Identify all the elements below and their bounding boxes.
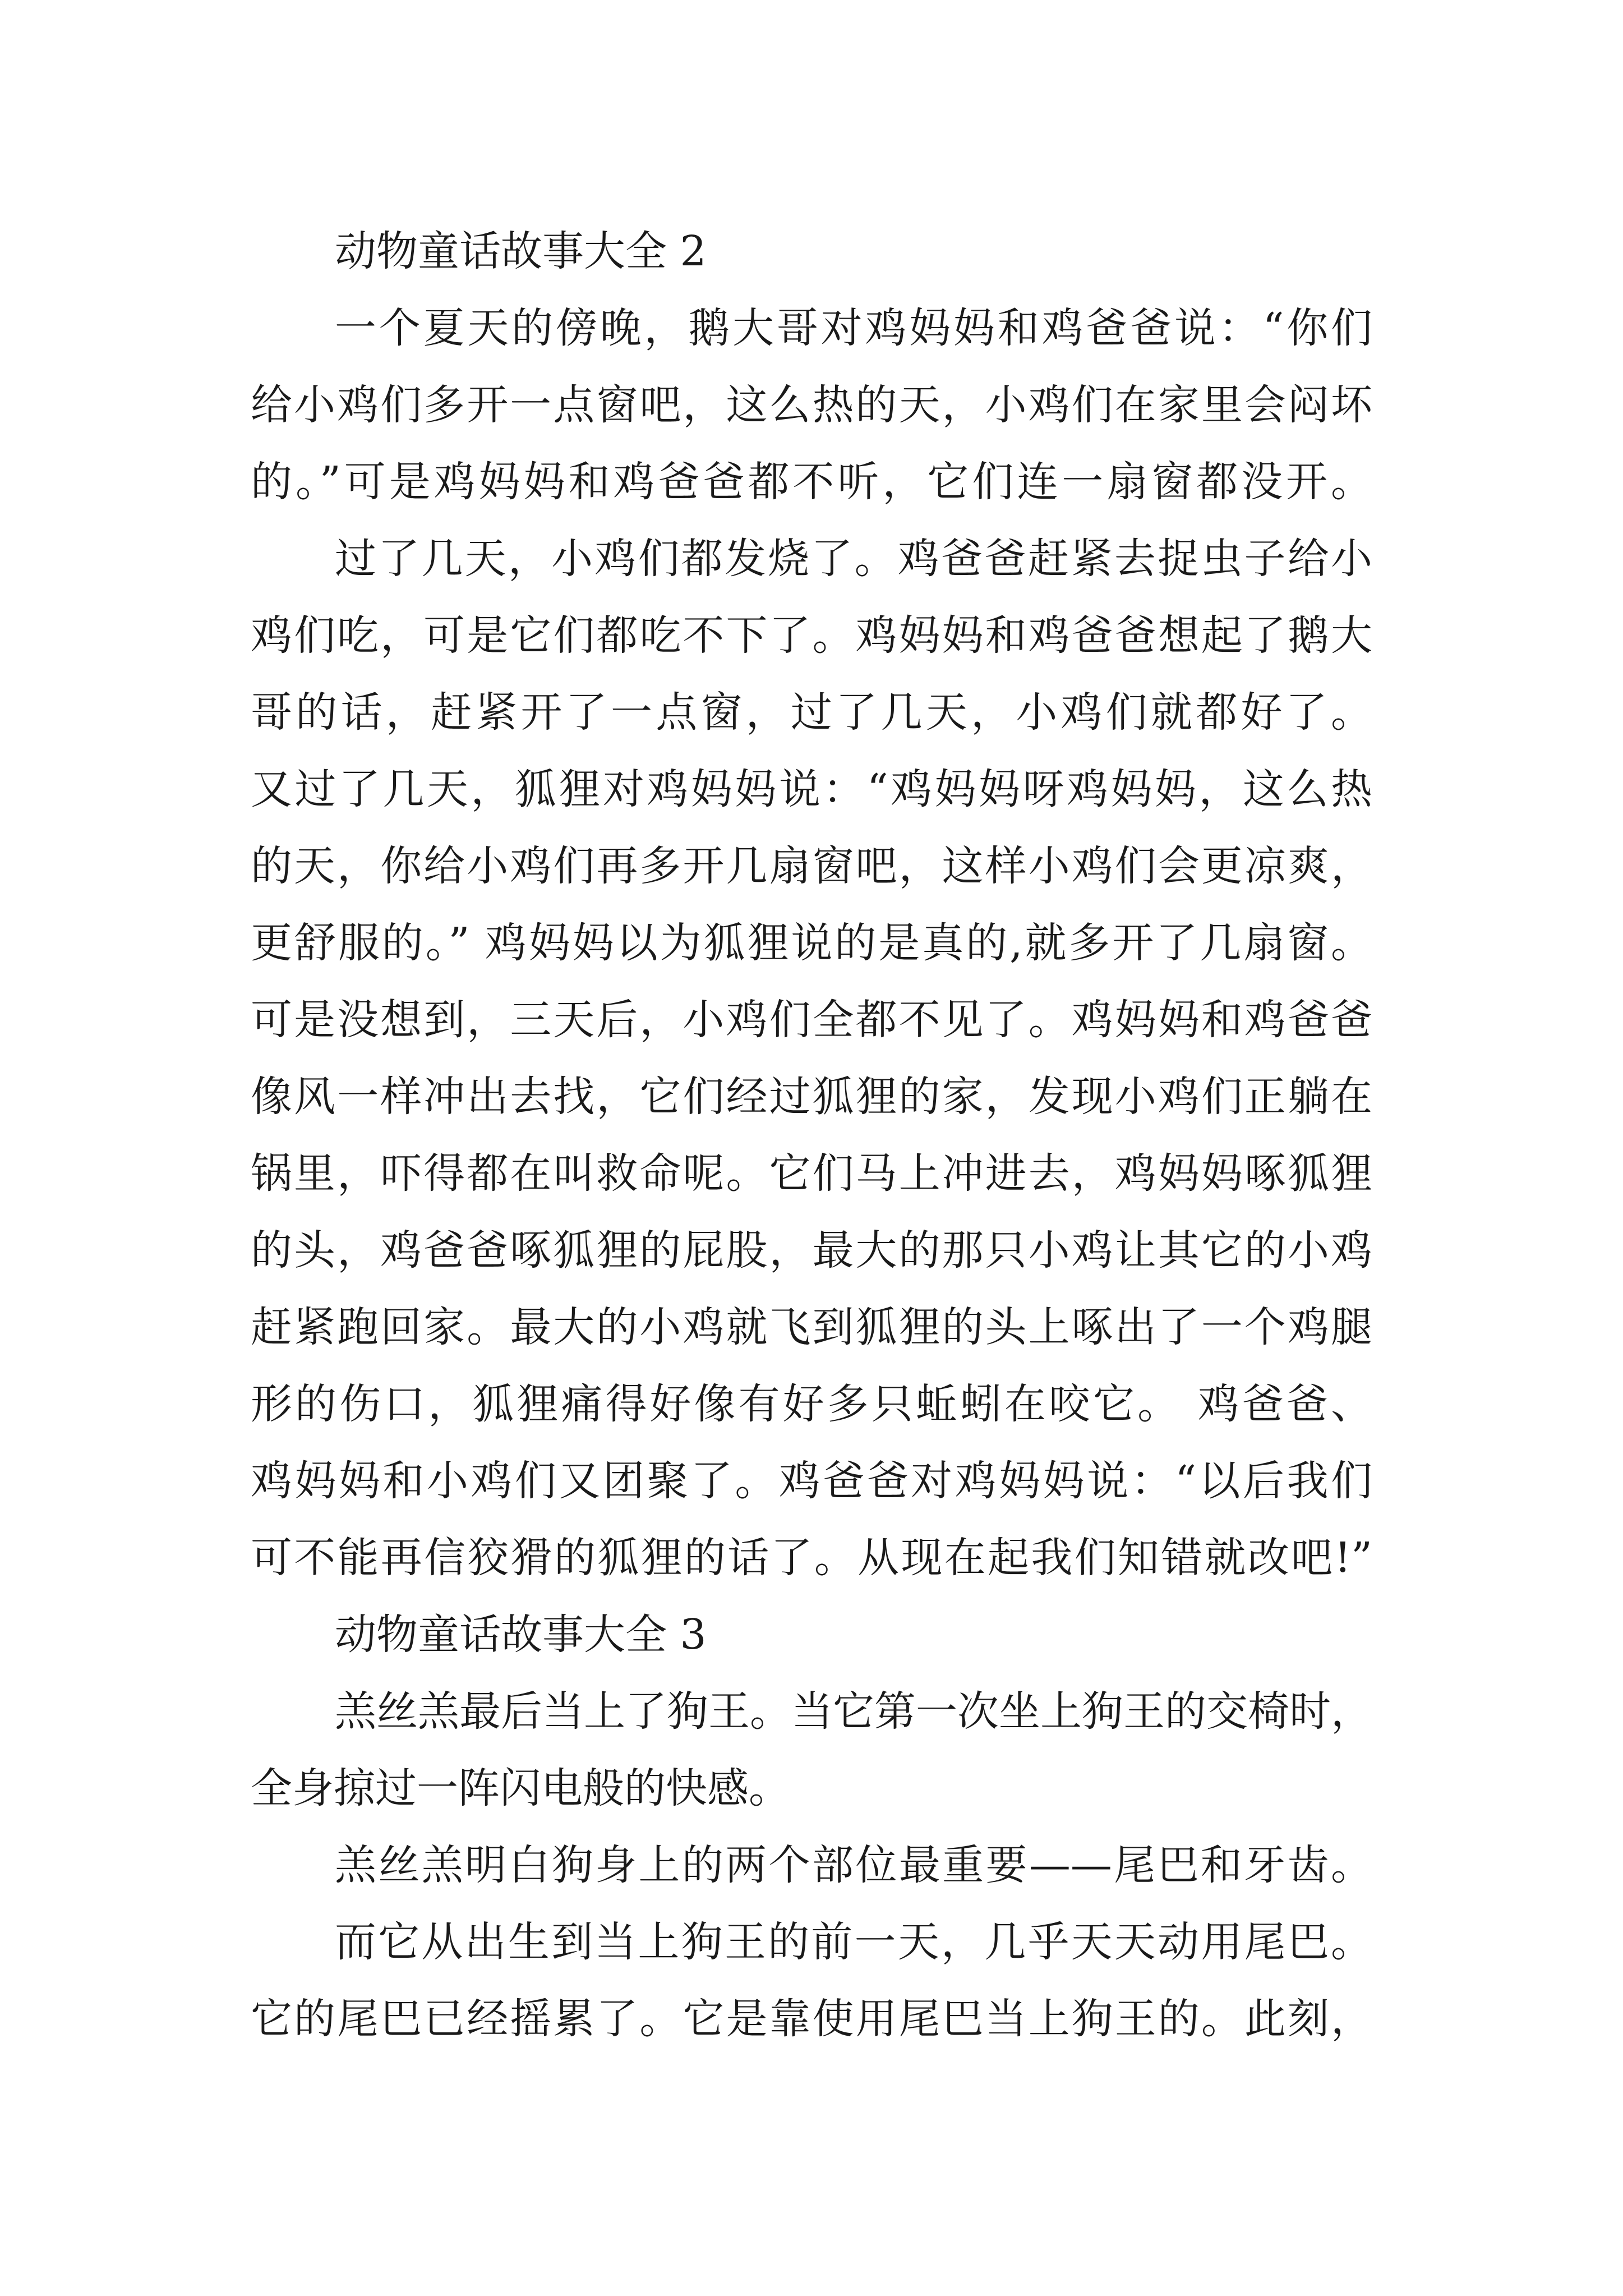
text-line: 的头，鸡爸爸啄狐狸的屁股，最大的那只小鸡让其它的小鸡	[251, 1226, 1372, 1274]
text-line: 更舒服的。” 鸡妈妈以为狐狸说的是真的,就多开了几扇窗。	[251, 919, 1372, 967]
section-heading: 动物童话故事大全 3	[335, 1611, 707, 1659]
text-line: 的。”可是鸡妈妈和鸡爸爸都不听，它们连一扇窗都没开。	[251, 458, 1372, 506]
text-line: 过了几天，小鸡们都发烧了。鸡爸爸赶紧去捉虫子给小	[335, 535, 1372, 583]
text-line: 羔丝羔最后当上了狗王。当它第一次坐上狗王的交椅时，	[335, 1687, 1372, 1736]
text-line: 锅里，吓得都在叫救命呢。它们马上冲进去，鸡妈妈啄狐狸	[251, 1149, 1372, 1198]
text-line: 哥的话，赶紧开了一点窗，过了几天，小鸡们就都好了。	[251, 688, 1372, 737]
section-heading: 动物童话故事大全 2	[335, 227, 707, 275]
text-line: 一个夏天的傍晚，鹅大哥对鸡妈妈和鸡爸爸说：“你们	[335, 304, 1372, 352]
text-line: 可不能再信狡猾的狐狸的话了。从现在起我们知错就改吧!”	[251, 1534, 1372, 1582]
text-line: 全身掠过一阵闪电般的快感。	[251, 1764, 790, 1812]
text-line: 赶紧跑回家。最大的小鸡就飞到狐狸的头上啄出了一个鸡腿	[251, 1303, 1372, 1351]
text-line: 给小鸡们多开一点窗吧，这么热的天，小鸡们在家里会闷坏	[251, 381, 1372, 429]
text-line: 形的伤口，狐狸痛得好像有好多只蚯蚓在咬它。 鸡爸爸、	[251, 1380, 1372, 1428]
document-body	[251, 213, 1372, 2058]
text-line: 羔丝羔明白狗身上的两个部位最重要——尾巴和牙齿。	[335, 1841, 1372, 1889]
text-line: 鸡们吃，可是它们都吃不下了。鸡妈妈和鸡爸爸想起了鹅大	[251, 611, 1372, 660]
text-line: 它的尾巴已经摇累了。它是靠使用尾巴当上狗王的。此刻，	[251, 1995, 1372, 2043]
text-line: 又过了几天，狐狸对鸡妈妈说：“鸡妈妈呀鸡妈妈，这么热	[251, 765, 1372, 813]
text-line: 鸡妈妈和小鸡们又团聚了。鸡爸爸对鸡妈妈说：“以后我们	[251, 1457, 1372, 1505]
text-line: 可是没想到，三天后，小鸡们全都不见了。鸡妈妈和鸡爸爸	[251, 996, 1372, 1044]
text-line: 的天，你给小鸡们再多开几扇窗吧，这样小鸡们会更凉爽，	[251, 842, 1372, 890]
text-line: 而它从出生到当上狗王的前一天，几乎天天动用尾巴。	[335, 1918, 1372, 1966]
text-line: 像风一样冲出去找，它们经过狐狸的家，发现小鸡们正躺在	[251, 1073, 1372, 1121]
